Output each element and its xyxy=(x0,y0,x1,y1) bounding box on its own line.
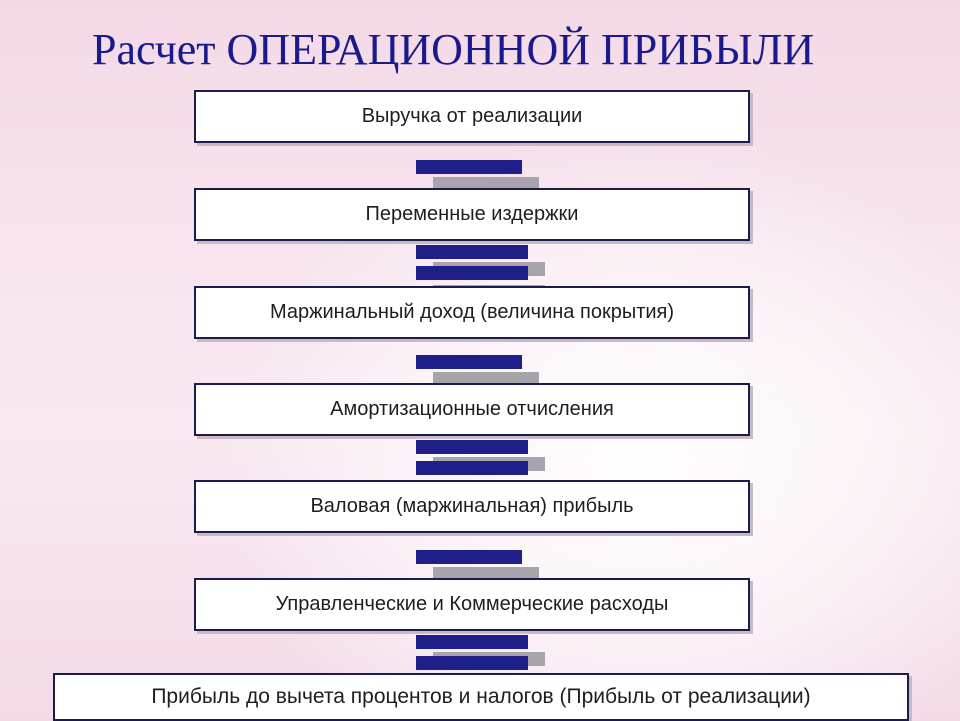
step-operating-profit-box xyxy=(53,673,909,721)
step-depreciation-box xyxy=(194,383,750,436)
step-gross-profit-box xyxy=(194,480,750,533)
equals-bar-bottom xyxy=(416,266,528,280)
step-revenue-box xyxy=(194,90,750,143)
page-title: Расчет ОПЕРАЦИОННОЙ ПРИБЫЛИ xyxy=(92,25,815,74)
step-variable-costs-box xyxy=(194,188,750,241)
equals-bar-top xyxy=(416,635,528,649)
step-label: Управленческие и Коммерческие расходы xyxy=(275,593,669,615)
equals-bar-top xyxy=(416,440,528,454)
minus-bar xyxy=(416,160,522,174)
step-label: Маржинальный доход (величина покрытия) xyxy=(269,301,675,323)
step-label: Выручка от реализации xyxy=(361,105,583,127)
step-label: Переменные издержки xyxy=(365,203,579,225)
step-admin-commercial-expenses-box xyxy=(194,578,750,631)
minus-bar xyxy=(416,355,522,369)
equals-bar-bottom xyxy=(416,656,528,670)
step-label: Амортизационные отчисления xyxy=(330,398,614,420)
minus-bar xyxy=(416,550,522,564)
step-label: Прибыль до вычета процентов и налогов (Прибыль от реализации) xyxy=(151,685,811,708)
step-marginal-income-box xyxy=(194,286,750,339)
equals-bar-top xyxy=(416,245,528,259)
equals-bar-bottom xyxy=(416,461,528,475)
step-label: Валовая (маржинальная) прибыль xyxy=(310,495,634,517)
